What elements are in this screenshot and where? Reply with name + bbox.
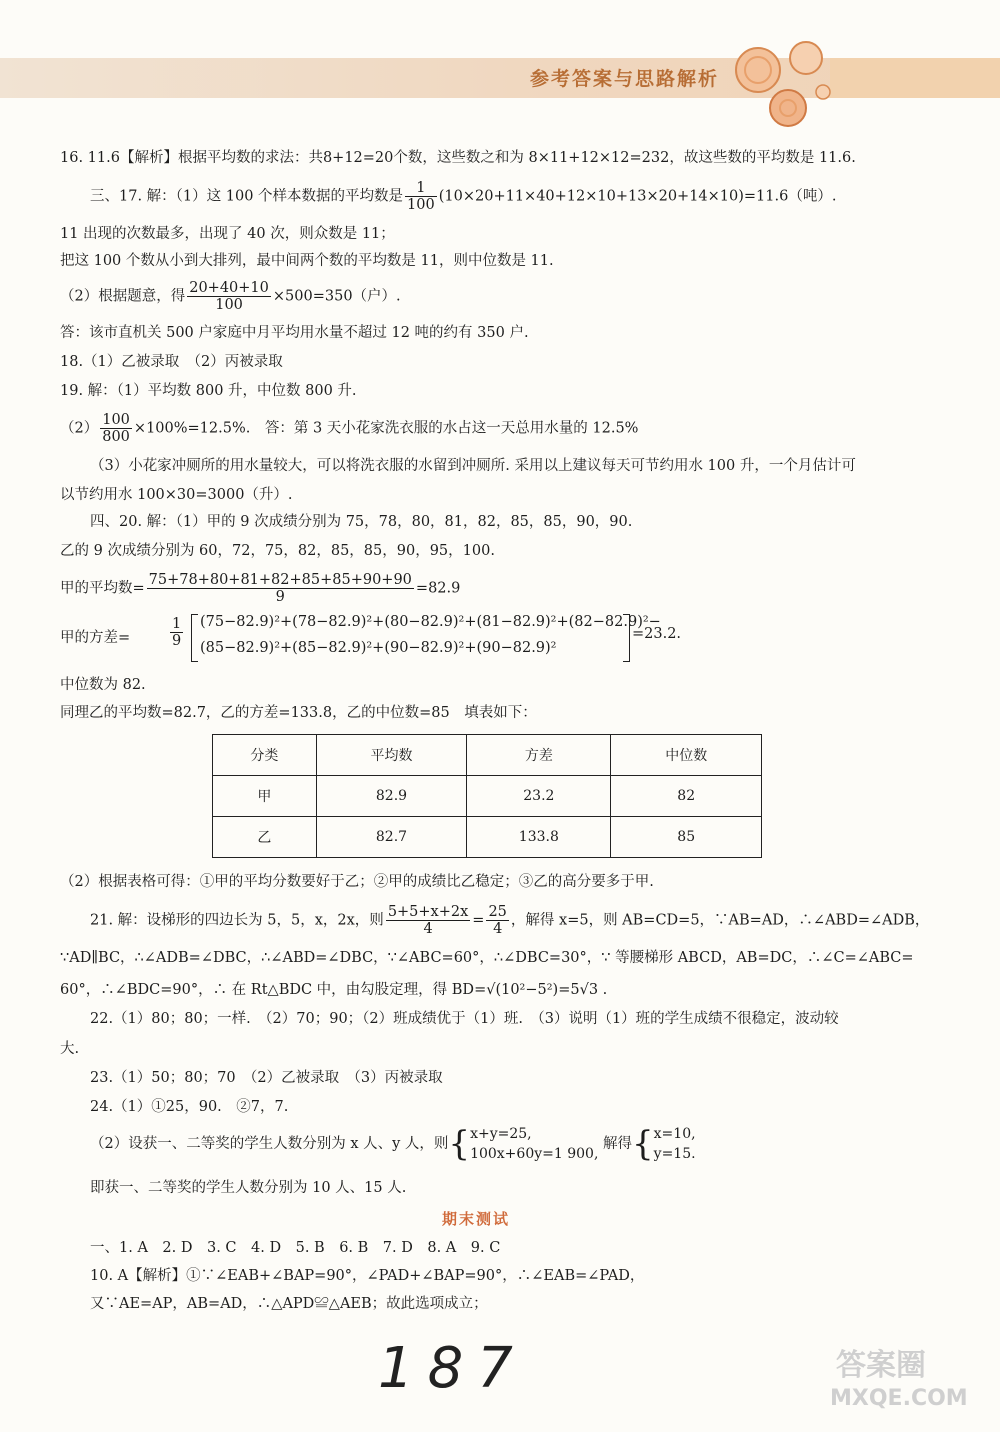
section-title: 期末测试: [442, 1210, 511, 1228]
text: ×500=350（户）.: [272, 288, 401, 305]
answer-20-jia-scores: 四、20. 解：（1）甲的 9 次成绩分别为 75，78，80，81，82，85，85，90，90.: [90, 514, 633, 530]
denominator: 4: [493, 921, 503, 937]
denominator: 100: [215, 297, 243, 313]
right-bracket: [623, 614, 630, 662]
text: （2）: [60, 420, 99, 437]
fraction: [486, 904, 508, 937]
numerator: 1: [172, 616, 182, 632]
table-header: 中位数: [611, 735, 762, 776]
text: 解得: [603, 1136, 633, 1152]
text: （2）设获一、二等奖的学生人数分别为 x 人、y 人，则: [90, 1136, 449, 1152]
numerator: 75+78+80+81+82+85+85+90+90: [148, 572, 412, 588]
page-number: 187: [378, 1336, 527, 1401]
left-brace-icon: {: [448, 1124, 471, 1164]
answer-18: 18.（1）乙被录取 （2）丙被录取: [60, 354, 283, 370]
answer-17-mean: [90, 180, 836, 213]
table-cell: 乙: [213, 817, 317, 858]
text: 三、17. 解：（1）这 100 个样本数据的平均数是: [90, 188, 404, 205]
final-10-line1: 10. A【解析】①∵∠EAB+∠BAP=90°，∠PAD+∠BAP=90°，∴∠EAB=∠PAD，: [90, 1268, 645, 1284]
answer-20-yi-scores: 乙的 9 次成绩分别为 60，72，75，82，85，85，90，95，100.: [60, 543, 495, 559]
final-choice-answers: 一、1. A 2. D 3. C 4. D 5. B 6. B 7. D 8. A 9. C: [90, 1240, 501, 1256]
answer-22-line1: 22.（1）80；80；一样. （2）70；90；（2）班成绩优于（1）班. （3）说明（1）班的学生成绩不很稳定，波动较: [90, 1011, 839, 1027]
solution: x=10,: [653, 1126, 696, 1142]
variance-row-2: (85−82.9)²+(85−82.9)²+(90−82.9)²+(90−82.9)²: [200, 640, 557, 656]
denominator: 9: [172, 633, 182, 649]
text: 甲的方差=: [60, 630, 131, 646]
answer-19-part3: （3）小花家冲厕所的用水量较大，可以将洗衣服的水留到冲厕所. 采用以上建议每天可节约用水 100 升，一个月估计可: [90, 458, 856, 474]
answer-21-line3: 60°，∴∠BDC=90°，∴ 在 Rt△BDC 中，由勾股定理，得 BD=√(10²−5²)=5√3 .: [60, 982, 608, 998]
numerator: 100: [102, 412, 130, 428]
answer-20-jia-mean: [60, 572, 460, 605]
answer-24-conclusion: 即获一、二等奖的学生人数分别为 10 人、15 人.: [90, 1180, 407, 1196]
table-header: 平均数: [316, 735, 467, 776]
table-cell: 82.7: [316, 817, 467, 858]
left-brace-icon: {: [632, 1124, 654, 1164]
table-header: 方差: [467, 735, 611, 776]
answer-24-part2: [90, 1124, 696, 1164]
table-row: [213, 776, 762, 817]
answer-17-mode: 11 出现的次数最多，出现了 40 次，则众数是 11；: [60, 226, 395, 242]
table-cell: 85: [611, 817, 762, 858]
text: (10×20+11×40+12×10+13×20+14×10)=11.6（吨）.: [438, 188, 837, 205]
text: =23.2.: [632, 626, 682, 642]
answer-17-part2: [60, 280, 401, 313]
header-band-accent: [830, 58, 1000, 98]
fraction: [386, 904, 470, 937]
watermark-url: MXQE.COM: [830, 1386, 968, 1411]
table-cell: 甲: [213, 776, 317, 817]
text: （2）根据题意，得: [60, 288, 186, 305]
fraction: [187, 280, 271, 313]
watermark: [826, 1340, 986, 1420]
fraction: [170, 616, 183, 649]
answer-21-line2: ∵AD∥BC，∴∠ADB=∠DBC，∴∠ABD=∠DBC，∵∠ABC=60°，∴∠DBC=30°，∵ 等腰梯形 ABCD，AB=DC，∴∠C=∠ABC=: [60, 950, 914, 966]
answer-19-part3-cont: 以节约用水 100×30=3000（升）.: [60, 487, 293, 503]
score-table: [212, 734, 762, 858]
table-cell: 23.2: [467, 776, 611, 817]
table-row: [213, 817, 762, 858]
equation: x+y=25,: [470, 1126, 532, 1142]
solution-system: [654, 1124, 696, 1164]
text: 21. 解：设梯形的四边长为 5，5，x，2x，则: [90, 912, 384, 929]
answer-20-part2: （2）根据表格可得：①甲的平均分数要好于乙；②甲的成绩比乙稳定；③乙的高分要多于甲.: [60, 874, 654, 890]
table-cell: 133.8: [467, 817, 611, 858]
answer-23: 23.（1）50；80；70 （2）乙被录取 （3）丙被录取: [90, 1070, 443, 1086]
text: 甲的平均数=: [60, 580, 145, 597]
answer-20-yi-summary: 同理乙的平均数=82.7，乙的方差=133.8，乙的中位数=85 填表如下：: [60, 705, 537, 721]
header-band: [0, 58, 1000, 98]
table-cell: 82.9: [316, 776, 467, 817]
denominator: 800: [102, 429, 130, 445]
header-title: 参考答案与思路解析: [530, 68, 720, 90]
final-10-line2: 又∵AE=AP，AB=AD，∴△APD≌△AEB；故此选项成立；: [90, 1296, 488, 1312]
watermark-logo: 答案圈: [836, 1348, 926, 1383]
answer-16: 16. 11.6【解析】根据平均数的求法：共8+12=20个数，这些数之和为 8×11+12×12=232，故这些数的平均数是 11.6.: [60, 150, 856, 166]
answer-22-line2: 大.: [60, 1041, 80, 1057]
text: =82.9: [415, 580, 461, 597]
variance-row-1: (75−82.9)²+(78−82.9)²+(80−82.9)²+(81−82.9)²+(82−82.9)²−: [200, 614, 661, 630]
fraction: [405, 180, 437, 213]
text: ×100%=12.5%. 答：第 3 天小花家洗衣服的水占这一天总用水量的 12.5%: [133, 420, 639, 437]
numerator: 5+5+x+2x: [387, 904, 469, 920]
fraction: [147, 572, 414, 605]
solution: y=15.: [653, 1146, 696, 1162]
numerator: 20+40+10: [189, 280, 269, 296]
numerator: 1: [405, 180, 437, 197]
answer-19-part1: 19. 解：（1）平均数 800 升，中位数 800 升.: [60, 383, 357, 399]
answer-19-part2: [60, 412, 638, 445]
equation: 100x+60y=1 900,: [470, 1146, 599, 1162]
answer-17-median: 把这 100 个数从小到大排列，最中间两个数的平均数是 11，则中位数是 11.: [60, 253, 554, 269]
answer-24-part1: 24.（1）①25，90. ②7，7.: [90, 1099, 289, 1115]
fraction: [100, 412, 132, 445]
answer-21-line1: [90, 904, 929, 937]
table-header: 分类: [213, 735, 317, 776]
numerator: 25: [488, 904, 507, 920]
text: ，解得 x=5，则 AB=CD=5，∵AB=AD，∴∠ABD=∠ADB，: [510, 912, 930, 929]
denominator: 100: [407, 197, 435, 213]
decorative-circles-icon: [728, 30, 838, 140]
denominator: 4: [423, 921, 433, 937]
denominator: 9: [275, 589, 285, 605]
answer-17-conclusion: 答：该市直机关 500 户家庭中月平均用水量不超过 12 吨的约有 350 户.: [60, 325, 529, 341]
text: =: [472, 912, 485, 929]
table-header-row: [213, 735, 762, 776]
table-cell: 82: [611, 776, 762, 817]
left-bracket: [191, 614, 198, 662]
equation-system: [470, 1124, 598, 1164]
answer-20-median: 中位数为 82.: [60, 677, 146, 693]
